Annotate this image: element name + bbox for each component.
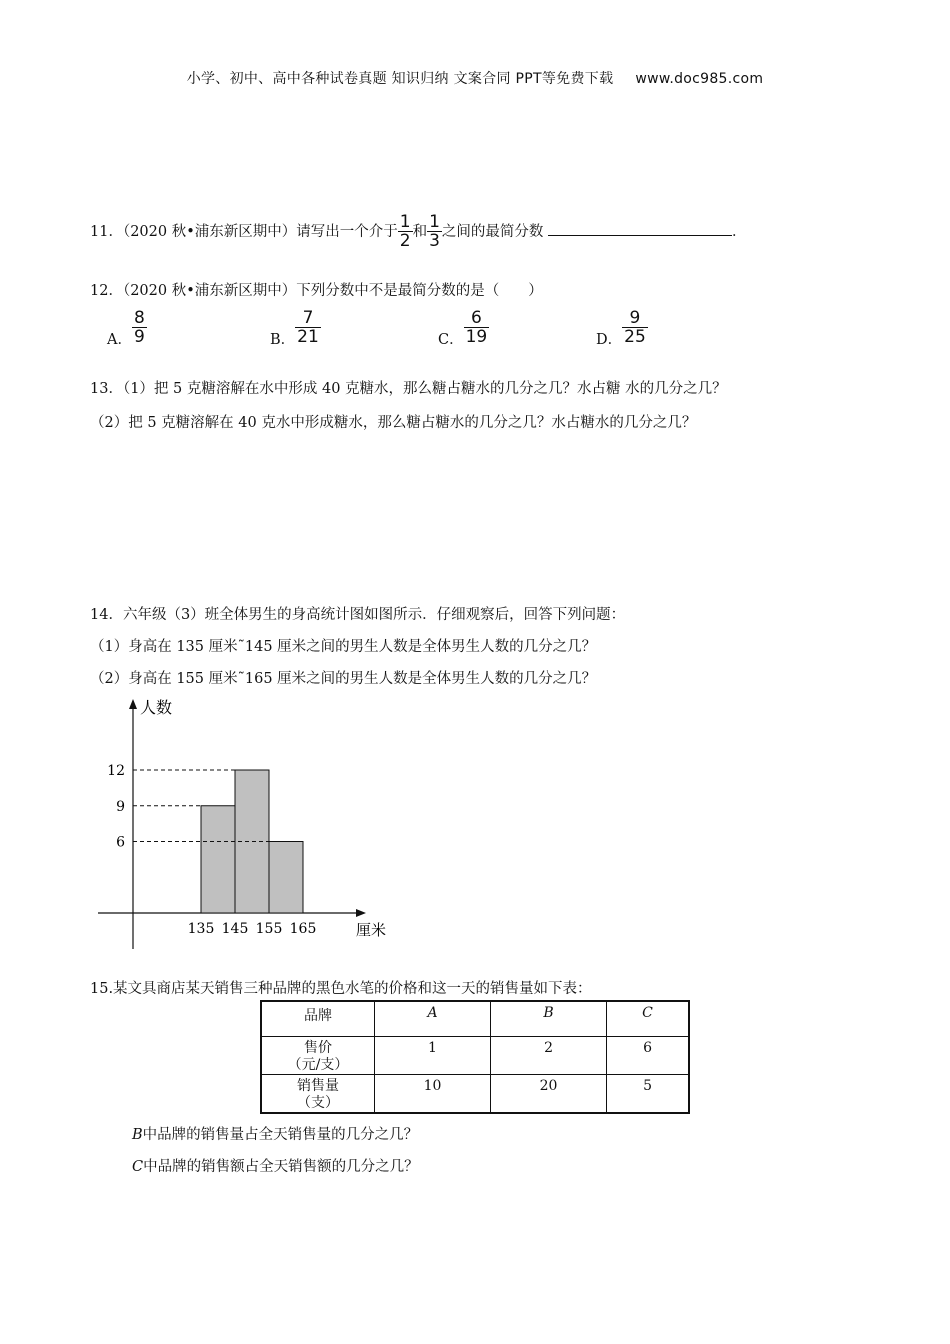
q15-sub2: [132, 1155, 419, 1176]
y-axis-arrow: [129, 699, 137, 709]
q12-option-a[interactable]: A． $\frac{8}{9}$: [107, 308, 145, 348]
header-text: 小学、初中、高中各种试卷真题 知识归纳 文案合同 PPT等免费下载: [186, 71, 614, 87]
q15-sub1: [132, 1123, 418, 1144]
y-tick-label: 12: [107, 763, 125, 779]
q14-line2: （1）身高在 135 厘米˜145 厘米之间的男生人数是全体男生人数的几分之几？: [90, 639, 597, 655]
table-header-row: [261, 1001, 689, 1037]
table-row-price: [261, 1037, 689, 1075]
q12-text: 下列分数中不是最简分数的是（ ）: [296, 283, 543, 299]
sales-table: [260, 1000, 690, 1114]
table-row-quantity: [261, 1075, 689, 1114]
page-header: [0, 68, 950, 88]
table-cell: 20: [491, 1075, 607, 1114]
table-header-c: C: [607, 1001, 689, 1037]
table-cell: 6: [607, 1037, 689, 1075]
table-cell: 2: [491, 1037, 607, 1075]
q11-text-after: 之间的最简分数: [441, 224, 544, 240]
q12-source: （2020 秋•浦东新区期中）: [122, 283, 297, 299]
q14-line3: （2）身高在 155 厘米˜165 厘米之间的男生人数是全体男生人数的几分之几？: [90, 671, 597, 687]
y-tick-label: 9: [116, 798, 125, 815]
y-axis-label: 人数: [140, 698, 173, 717]
table-row-label: 销售量 （支）: [261, 1075, 375, 1114]
x-tick-label: 165: [289, 921, 317, 937]
table-header-brand: 品牌: [261, 1001, 375, 1037]
q15-sub1-text: 中品牌的销售量占全天销售量的几分之几？: [142, 1127, 419, 1143]
x-tick-label: 135: [187, 921, 215, 937]
q13-line1: 13．（1）把 5 克糖溶解在水中形成 40 克糖水，那么糖占糖水的几分之几？水占糖 水的几分之几？: [90, 381, 727, 397]
table-row-label: 售价 （元/支）: [261, 1037, 375, 1075]
question-11: [90, 214, 747, 250]
q12-number: 12．: [90, 283, 123, 299]
q11-fraction-half: $\frac{1}{2}$: [399, 212, 411, 251]
table-header-b: B: [491, 1001, 607, 1037]
q13-line2: （2）把 5 克糖溶解在 40 克水中形成糖水，那么糖占糖水的几分之几？水占糖水的几分之几？: [90, 415, 697, 431]
height-histogram-chart: [90, 695, 410, 955]
table-cell: 10: [375, 1075, 491, 1114]
q15-sub1-letter: B: [132, 1127, 143, 1143]
y-tick-label: 6: [116, 834, 125, 851]
q15-sub2-text: 中品牌的销售额占全天销售额的几分之几？: [143, 1159, 419, 1175]
histogram-bar: [269, 842, 303, 914]
q11-fraction-third: $\frac{1}{3}$: [429, 212, 440, 251]
q12-option-b[interactable]: B． $\frac{7}{21}$: [270, 308, 319, 348]
q15-sub2-letter: C: [132, 1159, 144, 1175]
x-tick-label: 155: [255, 921, 283, 937]
q11-source: （2020 秋•浦东新区期中）: [122, 224, 297, 240]
q12-option-c[interactable]: C． $\frac{6}{19}$: [438, 308, 488, 348]
table-header-a: A: [375, 1001, 491, 1037]
x-axis-label: 厘米: [356, 921, 387, 939]
q12-option-c-fraction: $\frac{6}{19}$: [465, 308, 488, 347]
histogram-bar: [201, 806, 235, 913]
q11-end: ．: [732, 224, 747, 240]
q15-intro: 15.某文具商店某天销售三种品牌的黑色水笔的价格和这一天的销售量如下表：: [90, 981, 592, 997]
x-axis-arrow: [356, 909, 366, 917]
x-tick-label: 145: [221, 921, 249, 937]
q12-option-b-fraction: $\frac{7}{21}$: [297, 308, 319, 347]
table-cell: 1: [375, 1037, 491, 1075]
q12-option-d[interactable]: D． $\frac{9}{25}$: [596, 308, 646, 348]
question-12: [90, 279, 543, 300]
q11-conj: 和: [412, 224, 428, 240]
q11-text-before: 请写出一个介于: [296, 224, 398, 240]
q11-answer-blank[interactable]: [548, 221, 732, 236]
q12-option-a-fraction: $\frac{8}{9}$: [133, 308, 145, 347]
q14-line1: 14．六年级（3）班全体男生的身高统计图如图所示．仔细观察后，回答下列问题：: [90, 607, 626, 623]
table-cell: 5: [607, 1075, 689, 1114]
q12-option-d-fraction: $\frac{9}{25}$: [624, 308, 646, 347]
q11-number: 11．: [90, 224, 123, 240]
header-url[interactable]: www.doc985.com: [635, 71, 764, 87]
